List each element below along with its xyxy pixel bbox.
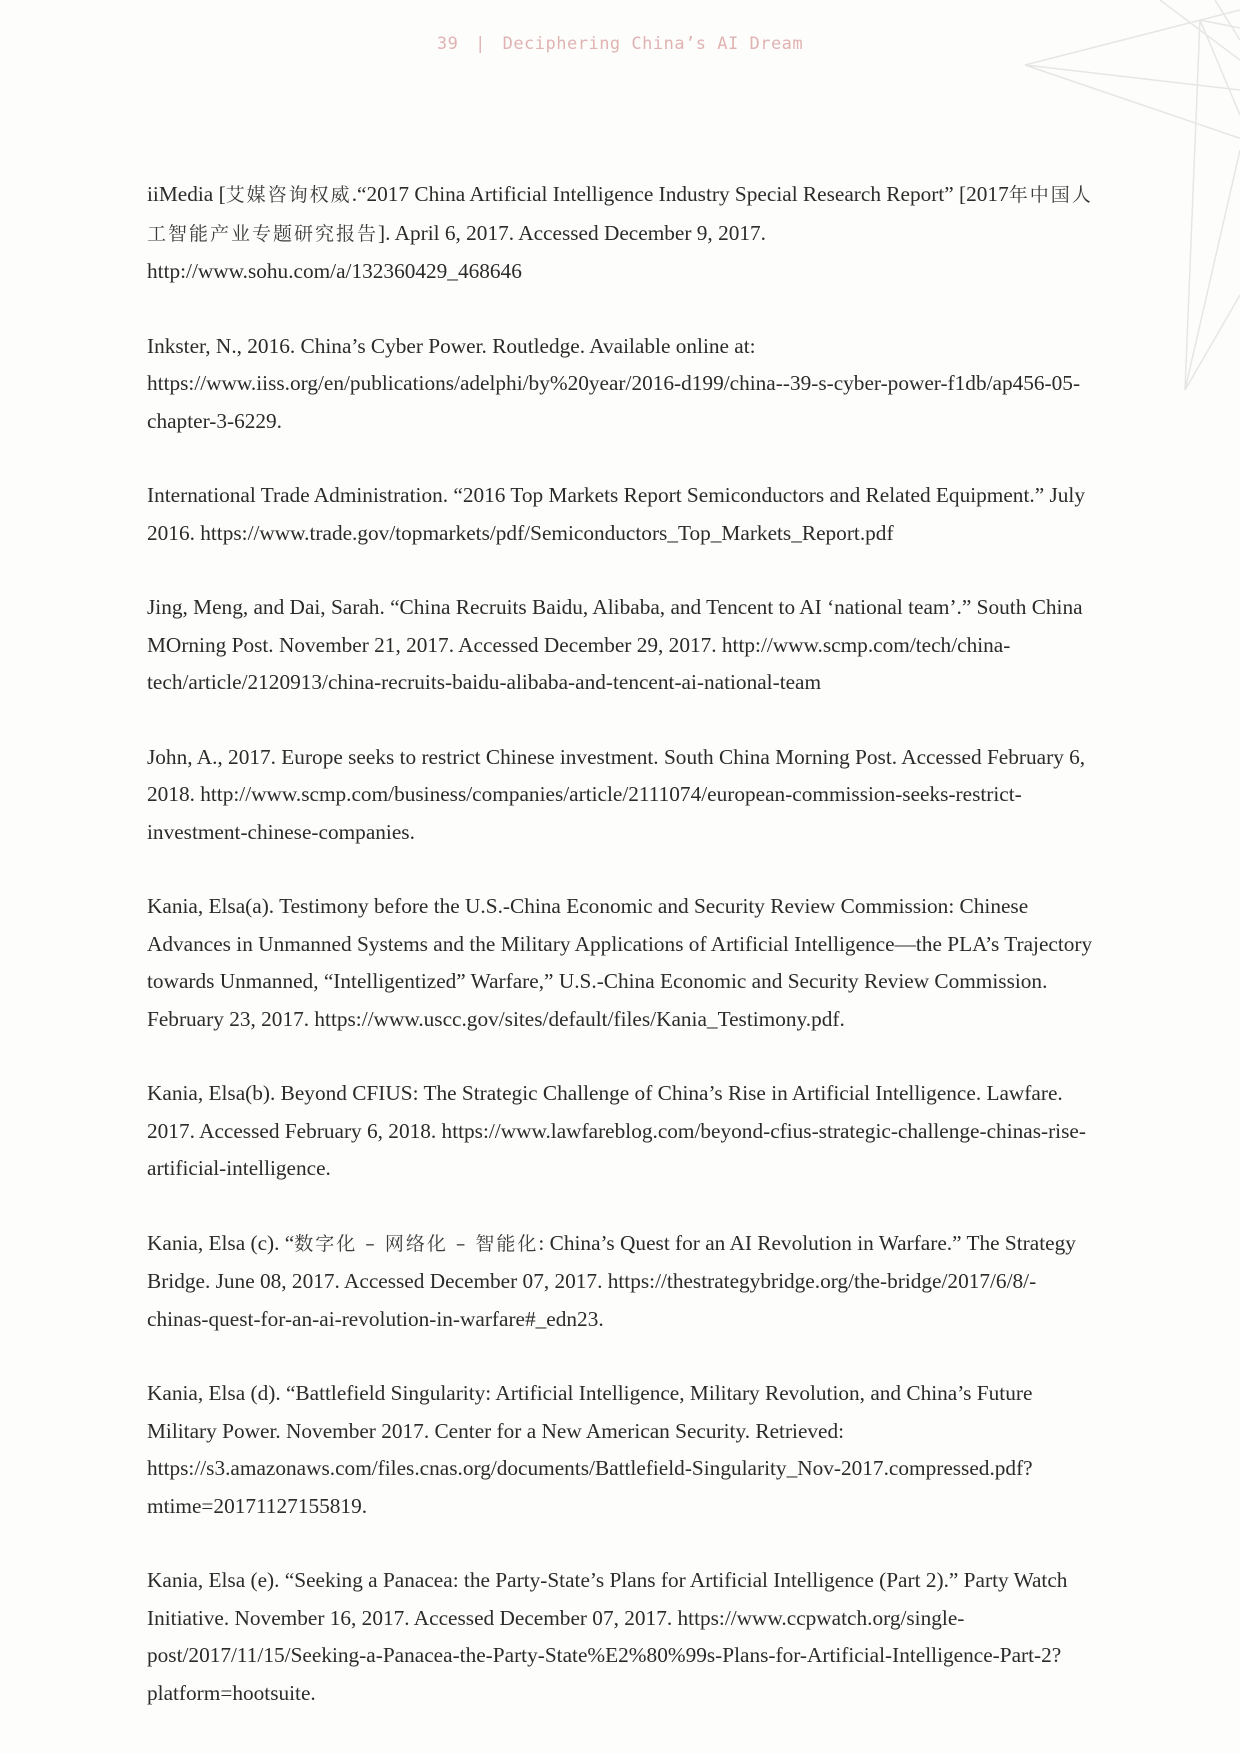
reference-chinese-text: 年中国人工智能产业专题研究报告 [147,184,1093,245]
reference-entry [147,1562,1097,1712]
document-title: Deciphering China’s AI Dream [502,34,804,54]
running-header [0,34,1240,54]
reference-entry [147,589,1097,702]
reference-entry [147,888,1097,1038]
reference-list [147,176,1097,1749]
header-separator: | [475,34,486,54]
reference-entry [147,1075,1097,1188]
reference-text: Kania, Elsa(a). Testimony before the U.S.-China Economic and Security Review Commission: Chinese Advances in Unmanned Systems and the Military Applications of Artificial Intelligence—the PLA’s Trajectory towards Unmanned, “Intelligentized” Warfare,” U.S.-China Economic and Security Review Commission. February 23, 2017. https://www.uscc.gov/sites/default/files/Kania_Testimony.pdf. [147,894,1093,1031]
page-number: 39 [436,34,459,54]
reference-entry [147,739,1097,852]
reference-chinese-text: 艾媒咨询权威 [225,184,352,206]
reference-text: Kania, Elsa (e). “Seeking a Panacea: the Party-State’s Plans for Artificial Intelligence (Part 2).” Party Watch Initiative. November 16, 2017. Accessed December 07, 2017. https://www.ccpwatch.org/single-post/2017/11/15/Seeking-a-Panacea-the-Party-State%E2%80%99s-Plans-for-Artificial-Intelligence-Part-2?platform=hootsuite. [147,1568,1068,1705]
reference-text: .“2017 China Artificial Intelligence Industry Special Research Report” [2017 [351,182,1009,206]
reference-entry [147,1375,1097,1525]
reference-text: : China’s Quest for an AI Revolution in Warfare.” The Strategy Bridge. June 08, 2017. Accessed December 07, 2017. https://thestrategybridge.org/the-bridge/2017/6/8/-chinas-quest-for-an-ai-revolution-in-warfare#_edn23. [147,1230,1076,1331]
reference-text: Kania, Elsa (d). “Battlefield Singularity: Artificial Intelligence, Military Revolution, and China’s Future Military Power. November 2017. Center for a New American Security. Retrieved: https://s3.amazonaws.com/files.cnas.org/documents/Battlefield-Singularity_Nov-2017.compressed.pdf?mtime=20171127155819. [147,1381,1033,1518]
reference-chinese-text: 数字化 – 网络化 – 智能化 [294,1232,539,1255]
reference-text: Inkster, N., 2016. China’s Cyber Power. Routledge. Available online at: https://www.iiss.org/en/publications/adelphi/by%20year/2016-d199/china--39-s-cyber-power-f1db/ap456-05-chapter-3-6229. [147,333,1081,433]
reference-text: Kania, Elsa(b). Beyond CFIUS: The Strategic Challenge of China’s Rise in Artificial Intelligence. Lawfare. 2017. Accessed February 6, 2018. https://www.lawfareblog.com/beyond-cfius-strategic-challenge-chinas-rise-artificial-intelligence. [147,1081,1086,1180]
reference-entry [147,477,1097,552]
reference-text: ]. April 6, 2017. Accessed December 9, 2017. http://www.sohu.com/a/132360429_468646 [147,220,766,283]
reference-text: International Trade Administration. “2016 Top Markets Report Semiconductors and Related Equipment.” July 2016. https://www.trade.gov/topmarkets/pdf/Semiconductors_Top_Markets_Report.pdf [147,483,1085,545]
reference-entry [147,328,1097,441]
reference-text: iiMedia [ [147,182,226,206]
reference-text: Jing, Meng, and Dai, Sarah. “China Recruits Baidu, Alibaba, and Tencent to AI ‘national team’.” South China MOrning Post. November 21, 2017. Accessed December 29, 2017. http://www.scmp.com/tech/china-tech/article/2120913/china-recruits-baidu-alibaba-and-tencent-ai-national-team [147,595,1083,694]
reference-text: John, A., 2017. Europe seeks to restrict Chinese investment. South China Morning Post. Accessed February 6, 2018. http://www.scmp.com/business/companies/article/2111074/european-commission-seeks-restrict-investment-chinese-companies. [147,744,1086,844]
reference-entry [147,1225,1097,1339]
reference-entry [147,176,1097,291]
reference-text: Kania, Elsa (c). “ [147,1230,295,1255]
